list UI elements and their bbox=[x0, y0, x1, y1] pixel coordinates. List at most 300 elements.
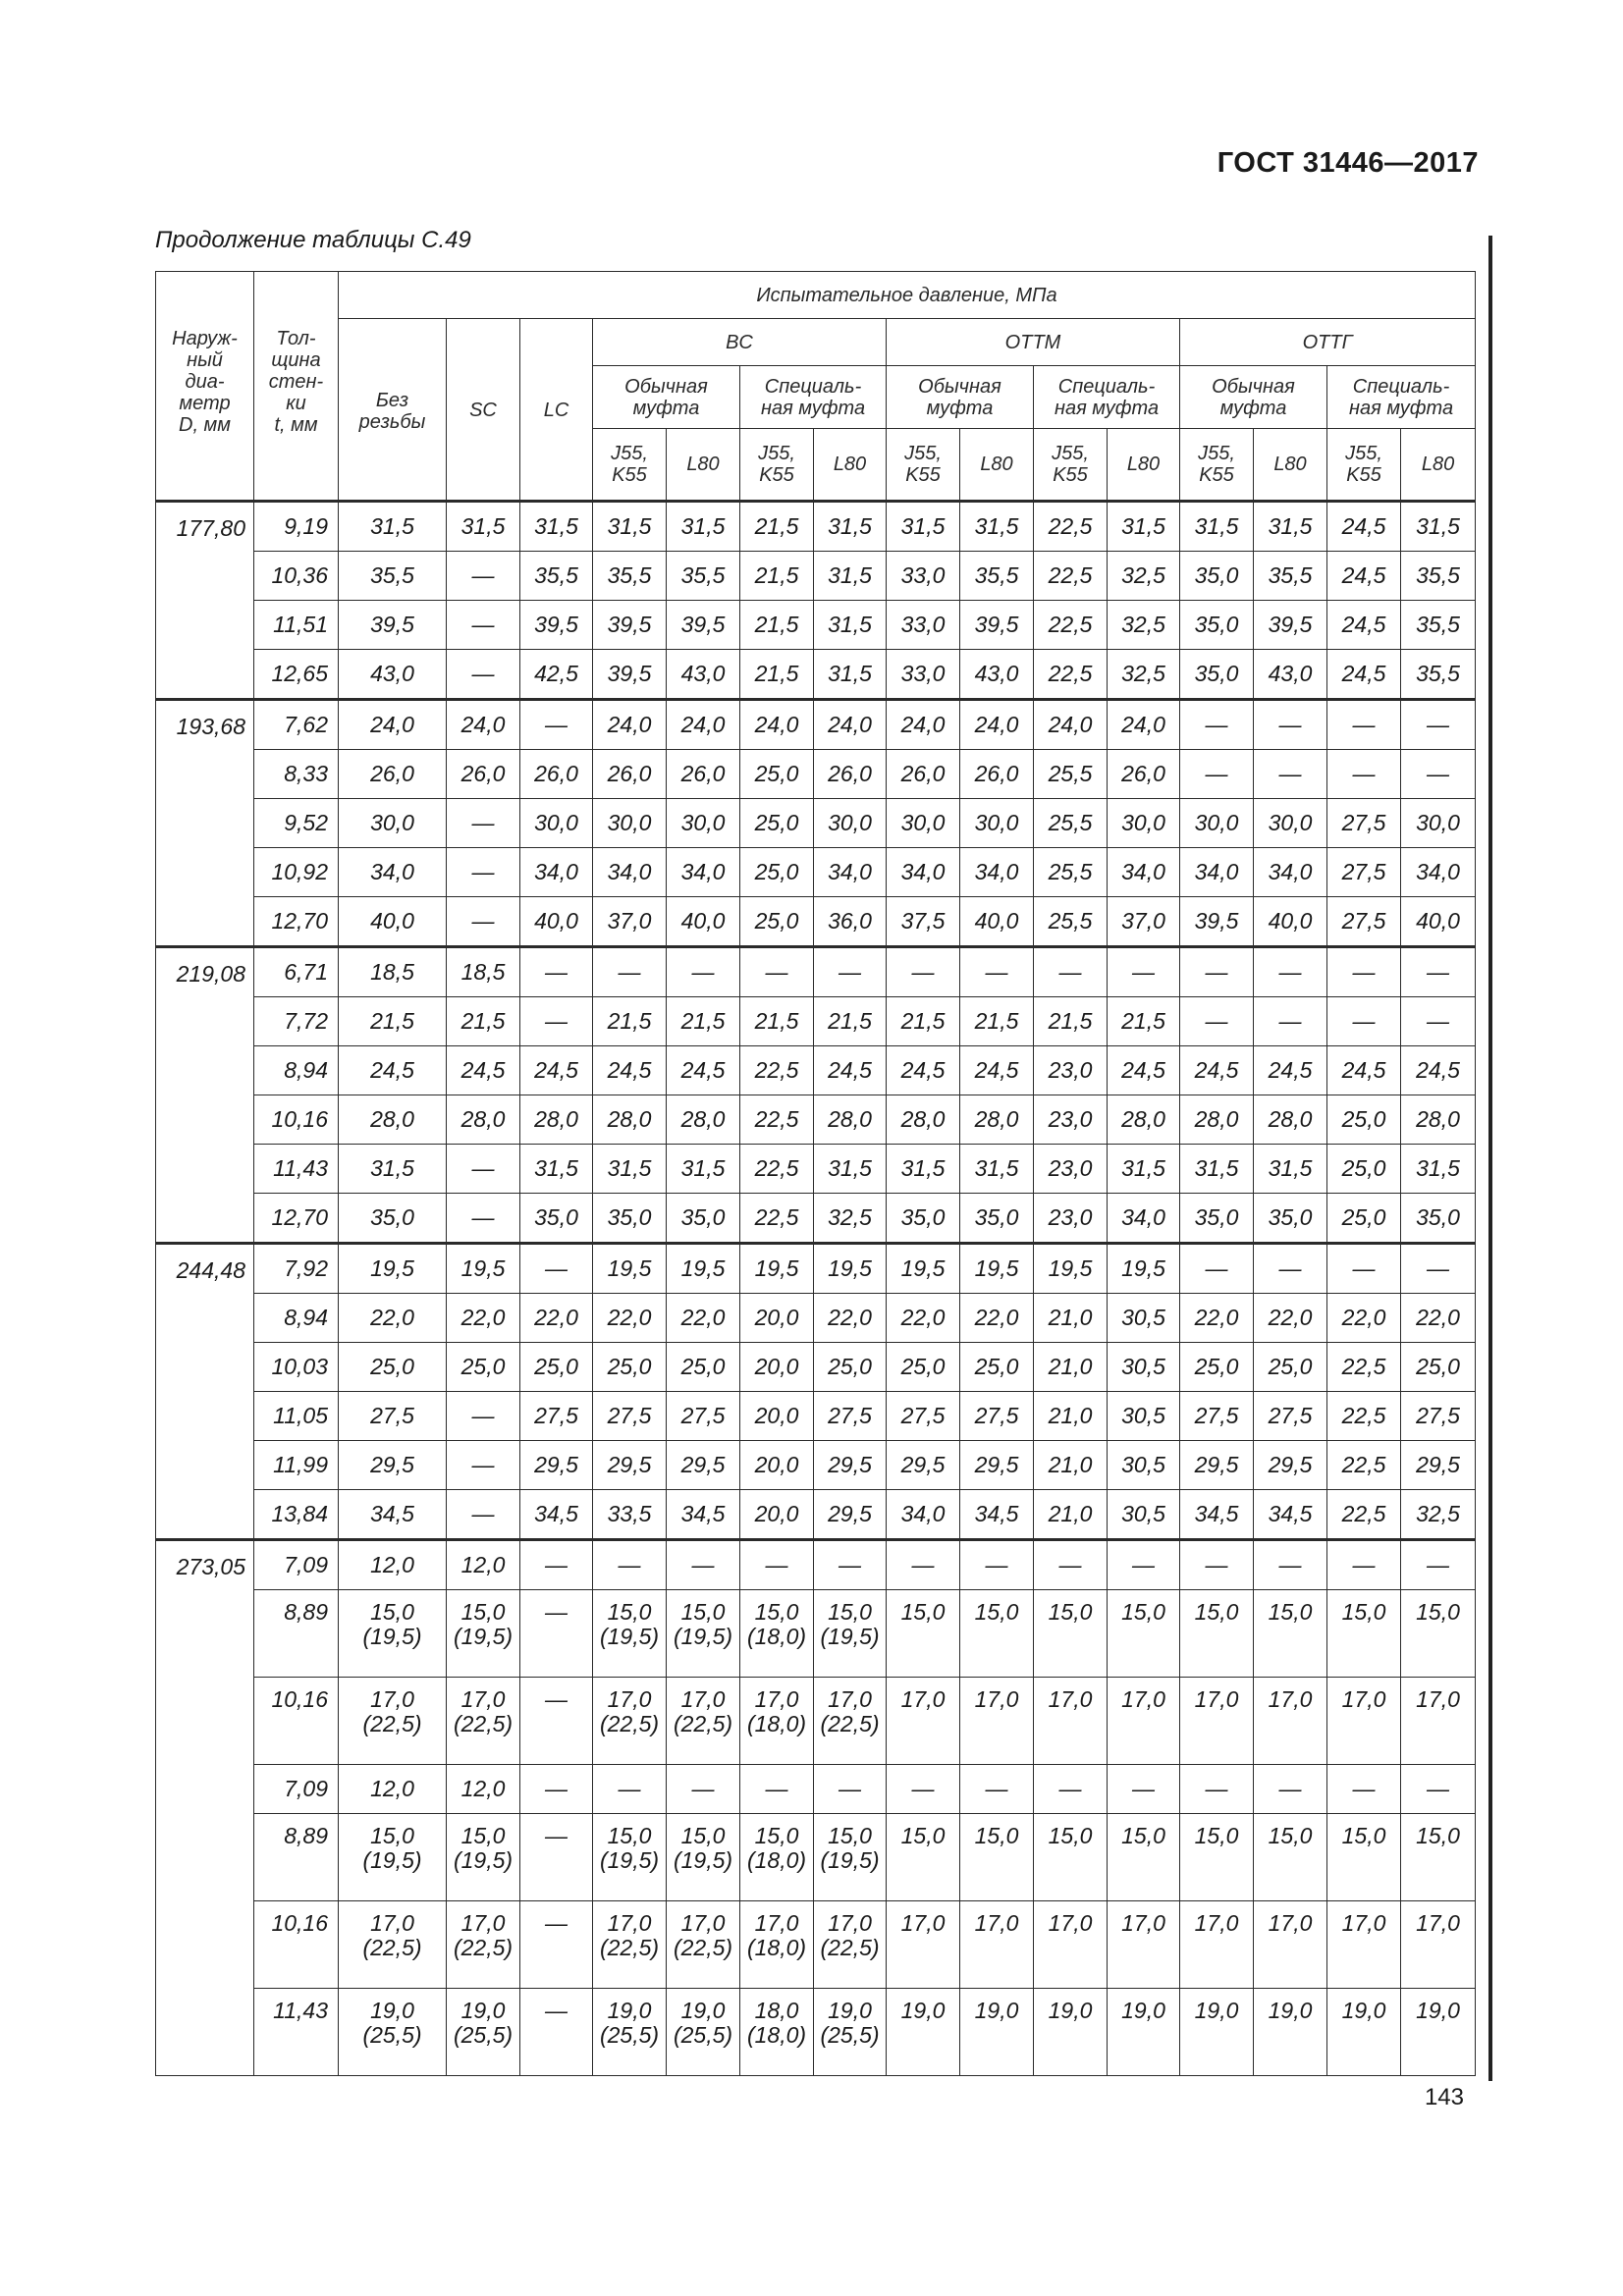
cell-pressure: 24,0 bbox=[740, 700, 814, 750]
cell-pressure: 21,5 bbox=[740, 650, 814, 700]
cell-pressure: 24,0 bbox=[1034, 700, 1108, 750]
cell-pressure: 22,5 bbox=[1327, 1392, 1401, 1441]
cell-pressure: 22,0 bbox=[1401, 1294, 1476, 1343]
header-group-ottg: OTTГ bbox=[1180, 319, 1476, 366]
cell-pressure: 19,0 bbox=[1034, 1989, 1108, 2076]
cell-pressure: — bbox=[447, 848, 520, 897]
cell-thickness: 10,16 bbox=[254, 1095, 339, 1145]
cell-pressure: 19,5 bbox=[960, 1244, 1034, 1294]
cell-pressure: — bbox=[447, 601, 520, 650]
cell-diameter: 244,48 bbox=[156, 1244, 254, 1540]
cell-pressure: 21,5 bbox=[960, 997, 1034, 1046]
cell-pressure: — bbox=[1108, 947, 1180, 997]
cell-pressure: 12,0 bbox=[447, 1540, 520, 1590]
cell-pressure: 23,0 bbox=[1034, 1194, 1108, 1244]
cell-pressure: 23,0 bbox=[1034, 1095, 1108, 1145]
cell-pressure: — bbox=[520, 1901, 593, 1989]
cell-pressure: 25,0 bbox=[339, 1343, 447, 1392]
cell-pressure: 15,0 bbox=[960, 1590, 1034, 1678]
cell-pressure: 30,5 bbox=[1108, 1490, 1180, 1540]
cell-pressure: 15,0 (18,0) bbox=[740, 1590, 814, 1678]
cell-pressure: 27,5 bbox=[1180, 1392, 1254, 1441]
cell-pressure: 25,0 bbox=[1327, 1095, 1401, 1145]
cell-thickness: 12,70 bbox=[254, 897, 339, 947]
header-no-thread: Без резьбы bbox=[339, 319, 447, 502]
cell-pressure: 30,5 bbox=[1108, 1343, 1180, 1392]
cell-pressure: — bbox=[520, 700, 593, 750]
cell-pressure: 32,5 bbox=[1108, 650, 1180, 700]
cell-pressure: 24,5 bbox=[960, 1046, 1034, 1095]
cell-pressure: 25,5 bbox=[1034, 799, 1108, 848]
cell-pressure: 27,5 bbox=[667, 1392, 740, 1441]
cell-thickness: 10,16 bbox=[254, 1901, 339, 1989]
cell-pressure: — bbox=[1327, 1540, 1401, 1590]
cell-pressure: 34,0 bbox=[667, 848, 740, 897]
cell-pressure: 25,0 bbox=[667, 1343, 740, 1392]
cell-thickness: 10,92 bbox=[254, 848, 339, 897]
cell-pressure: 15,0 bbox=[1327, 1590, 1401, 1678]
cell-pressure: 17,0 bbox=[1254, 1678, 1327, 1765]
cell-pressure: — bbox=[740, 1765, 814, 1814]
cell-pressure: 20,0 bbox=[740, 1294, 814, 1343]
cell-pressure: 17,0 (22,5) bbox=[593, 1901, 667, 1989]
cell-thickness: 12,65 bbox=[254, 650, 339, 700]
cell-pressure: — bbox=[520, 1989, 593, 2076]
cell-diameter: 273,05 bbox=[156, 1540, 254, 2076]
cell-pressure: 21,0 bbox=[1034, 1392, 1108, 1441]
table-row bbox=[156, 848, 1476, 897]
cell-thickness: 7,92 bbox=[254, 1244, 339, 1294]
cell-pressure: 34,0 bbox=[339, 848, 447, 897]
cell-pressure: 19,0 (25,5) bbox=[593, 1989, 667, 2076]
cell-pressure: 43,0 bbox=[1254, 650, 1327, 700]
cell-pressure: 24,0 bbox=[960, 700, 1034, 750]
cell-pressure: 15,0 (19,5) bbox=[447, 1814, 520, 1901]
cell-thickness: 9,19 bbox=[254, 502, 339, 552]
cell-pressure: 17,0 bbox=[1034, 1678, 1108, 1765]
cell-pressure: 29,5 bbox=[520, 1441, 593, 1490]
cell-pressure: 26,0 bbox=[339, 750, 447, 799]
table-row bbox=[156, 1392, 1476, 1441]
cell-pressure: — bbox=[593, 1765, 667, 1814]
table-row bbox=[156, 601, 1476, 650]
cell-pressure: — bbox=[960, 1765, 1034, 1814]
cell-pressure: 35,0 bbox=[593, 1194, 667, 1244]
header-ottg-regular-grade-l80: L80 bbox=[1254, 429, 1327, 502]
cell-pressure: — bbox=[1254, 947, 1327, 997]
cell-pressure: 24,0 bbox=[447, 700, 520, 750]
cell-pressure: 15,0 bbox=[1108, 1814, 1180, 1901]
header-bc-regular-grade-l80: L80 bbox=[667, 429, 740, 502]
cell-pressure: 35,0 bbox=[1401, 1194, 1476, 1244]
cell-pressure: — bbox=[1401, 1244, 1476, 1294]
cell-pressure: — bbox=[520, 1244, 593, 1294]
cell-pressure: 17,0 bbox=[1108, 1678, 1180, 1765]
cell-pressure: 27,5 bbox=[1327, 897, 1401, 947]
table-row bbox=[156, 700, 1476, 750]
cell-pressure: 35,0 bbox=[887, 1194, 960, 1244]
header-ottm-regular-grade-j55: J55, K55 bbox=[887, 429, 960, 502]
cell-pressure: 33,0 bbox=[887, 650, 960, 700]
cell-pressure: 37,0 bbox=[593, 897, 667, 947]
cell-pressure: 28,0 bbox=[339, 1095, 447, 1145]
cell-pressure: — bbox=[1327, 997, 1401, 1046]
cell-pressure: 31,5 bbox=[520, 502, 593, 552]
cell-pressure: 31,5 bbox=[887, 502, 960, 552]
cell-pressure: 26,0 bbox=[593, 750, 667, 799]
cell-thickness: 11,51 bbox=[254, 601, 339, 650]
cell-pressure: 31,5 bbox=[593, 1145, 667, 1194]
cell-pressure: — bbox=[447, 1490, 520, 1540]
cell-pressure: 15,0 bbox=[1254, 1590, 1327, 1678]
header-ottm-special-grade-j55: J55, K55 bbox=[1034, 429, 1108, 502]
cell-pressure: 34,5 bbox=[1254, 1490, 1327, 1540]
cell-thickness: 8,33 bbox=[254, 750, 339, 799]
cell-thickness: 8,94 bbox=[254, 1294, 339, 1343]
cell-pressure: 17,0 bbox=[1254, 1901, 1327, 1989]
header-bc-regular-grade-j55: J55, K55 bbox=[593, 429, 667, 502]
cell-pressure: 34,0 bbox=[1401, 848, 1476, 897]
cell-pressure: 17,0 (22,5) bbox=[814, 1901, 887, 1989]
cell-pressure: — bbox=[1401, 997, 1476, 1046]
cell-pressure: 15,0 bbox=[1034, 1590, 1108, 1678]
cell-pressure: — bbox=[520, 997, 593, 1046]
cell-pressure: 19,5 bbox=[1108, 1244, 1180, 1294]
table-row bbox=[156, 1046, 1476, 1095]
cell-pressure: 21,5 bbox=[887, 997, 960, 1046]
cell-pressure: 35,0 bbox=[339, 1194, 447, 1244]
cell-pressure: 34,5 bbox=[667, 1490, 740, 1540]
cell-pressure: 31,5 bbox=[593, 502, 667, 552]
cell-pressure: 24,5 bbox=[887, 1046, 960, 1095]
cell-pressure: 15,0 (19,5) bbox=[339, 1590, 447, 1678]
cell-pressure: 17,0 bbox=[1401, 1901, 1476, 1989]
table-row bbox=[156, 1901, 1476, 1989]
cell-pressure: 31,5 bbox=[339, 502, 447, 552]
cell-pressure: 15,0 bbox=[1327, 1814, 1401, 1901]
cell-pressure: 27,5 bbox=[1327, 799, 1401, 848]
cell-diameter: 177,80 bbox=[156, 502, 254, 700]
cell-pressure: 19,0 (25,5) bbox=[339, 1989, 447, 2076]
cell-thickness: 6,71 bbox=[254, 947, 339, 997]
cell-pressure: 19,0 bbox=[960, 1989, 1034, 2076]
cell-thickness: 12,70 bbox=[254, 1194, 339, 1244]
table-row bbox=[156, 650, 1476, 700]
cell-pressure: 15,0 bbox=[1108, 1590, 1180, 1678]
cell-pressure: 15,0 bbox=[1034, 1814, 1108, 1901]
cell-pressure: 35,5 bbox=[960, 552, 1034, 601]
cell-pressure: 19,0 (25,5) bbox=[814, 1989, 887, 2076]
cell-thickness: 7,62 bbox=[254, 700, 339, 750]
cell-pressure: — bbox=[1401, 947, 1476, 997]
header-bc-special-grade-j55: J55, K55 bbox=[740, 429, 814, 502]
cell-pressure: — bbox=[814, 1540, 887, 1590]
cell-pressure: — bbox=[960, 1540, 1034, 1590]
cell-pressure: 20,0 bbox=[740, 1441, 814, 1490]
cell-thickness: 13,84 bbox=[254, 1490, 339, 1540]
cell-pressure: 18,5 bbox=[339, 947, 447, 997]
header-diameter: Наруж- ный диа- метр D, мм bbox=[156, 272, 254, 502]
header-ottm-special: Специаль- ная муфта bbox=[1034, 366, 1180, 429]
cell-pressure: 35,0 bbox=[1254, 1194, 1327, 1244]
cell-pressure: — bbox=[1401, 700, 1476, 750]
cell-pressure: 19,5 bbox=[740, 1244, 814, 1294]
cell-pressure: 21,0 bbox=[1034, 1343, 1108, 1392]
cell-pressure: 17,0 (22,5) bbox=[593, 1678, 667, 1765]
cell-pressure: 17,0 bbox=[1180, 1678, 1254, 1765]
cell-pressure: — bbox=[1180, 750, 1254, 799]
cell-pressure: — bbox=[1401, 1765, 1476, 1814]
cell-pressure: 35,0 bbox=[667, 1194, 740, 1244]
cell-pressure: 17,0 bbox=[1034, 1901, 1108, 1989]
cell-pressure: 21,5 bbox=[1034, 997, 1108, 1046]
cell-pressure: 21,5 bbox=[339, 997, 447, 1046]
cell-pressure: 15,0 (19,5) bbox=[667, 1590, 740, 1678]
cell-pressure: 34,0 bbox=[593, 848, 667, 897]
table-row bbox=[156, 897, 1476, 947]
cell-pressure: 30,5 bbox=[1108, 1392, 1180, 1441]
cell-pressure: 39,5 bbox=[339, 601, 447, 650]
cell-pressure: — bbox=[1254, 997, 1327, 1046]
cell-pressure: 20,0 bbox=[740, 1343, 814, 1392]
cell-pressure: — bbox=[447, 650, 520, 700]
cell-pressure: 15,0 (19,5) bbox=[593, 1814, 667, 1901]
cell-pressure: 25,0 bbox=[740, 897, 814, 947]
cell-pressure: 28,0 bbox=[1254, 1095, 1327, 1145]
cell-pressure: — bbox=[1180, 1540, 1254, 1590]
cell-pressure: 22,5 bbox=[1327, 1490, 1401, 1540]
cell-pressure: — bbox=[1327, 750, 1401, 799]
cell-pressure: 22,5 bbox=[1034, 601, 1108, 650]
cell-pressure: 19,0 (25,5) bbox=[447, 1989, 520, 2076]
cell-pressure: 22,0 bbox=[520, 1294, 593, 1343]
cell-pressure: 31,5 bbox=[447, 502, 520, 552]
cell-pressure: 28,0 bbox=[960, 1095, 1034, 1145]
cell-pressure: 19,0 bbox=[1180, 1989, 1254, 2076]
cell-pressure: 15,0 (19,5) bbox=[339, 1814, 447, 1901]
cell-pressure: 34,0 bbox=[1180, 848, 1254, 897]
cell-pressure: 30,0 bbox=[1401, 799, 1476, 848]
table-row bbox=[156, 1343, 1476, 1392]
cell-pressure: — bbox=[447, 1145, 520, 1194]
cell-pressure: — bbox=[520, 947, 593, 997]
cell-pressure: 22,5 bbox=[1327, 1441, 1401, 1490]
cell-pressure: — bbox=[447, 1441, 520, 1490]
cell-pressure: — bbox=[1254, 700, 1327, 750]
document-standard-number: ГОСТ 31446—2017 bbox=[1217, 147, 1479, 179]
cell-pressure: 28,0 bbox=[1401, 1095, 1476, 1145]
cell-pressure: 17,0 (22,5) bbox=[447, 1678, 520, 1765]
cell-thickness: 7,72 bbox=[254, 997, 339, 1046]
cell-pressure: 25,0 bbox=[1327, 1194, 1401, 1244]
cell-pressure: 31,5 bbox=[1108, 1145, 1180, 1194]
cell-pressure: 30,5 bbox=[1108, 1294, 1180, 1343]
cell-pressure: 31,5 bbox=[814, 552, 887, 601]
cell-pressure: — bbox=[447, 799, 520, 848]
cell-thickness: 11,43 bbox=[254, 1145, 339, 1194]
cell-pressure: 31,5 bbox=[667, 502, 740, 552]
cell-pressure: — bbox=[520, 1765, 593, 1814]
cell-pressure: 21,5 bbox=[740, 552, 814, 601]
cell-pressure: 24,0 bbox=[887, 700, 960, 750]
cell-pressure: 31,5 bbox=[887, 1145, 960, 1194]
cell-pressure: 35,0 bbox=[1180, 601, 1254, 650]
cell-pressure: 39,5 bbox=[593, 650, 667, 700]
cell-pressure: 28,0 bbox=[814, 1095, 887, 1145]
cell-pressure: 25,5 bbox=[1034, 750, 1108, 799]
cell-thickness: 8,89 bbox=[254, 1590, 339, 1678]
cell-pressure: 26,0 bbox=[1108, 750, 1180, 799]
cell-pressure: 25,0 bbox=[1180, 1343, 1254, 1392]
cell-pressure: 22,0 bbox=[593, 1294, 667, 1343]
cell-pressure: 24,5 bbox=[1327, 552, 1401, 601]
cell-pressure: 21,0 bbox=[1034, 1294, 1108, 1343]
header-ottm-regular: Обычная муфта bbox=[887, 366, 1034, 429]
cell-pressure: 18,0 (18,0) bbox=[740, 1989, 814, 2076]
cell-pressure: 34,0 bbox=[1108, 848, 1180, 897]
cell-pressure: 29,5 bbox=[960, 1441, 1034, 1490]
cell-pressure: 24,5 bbox=[1401, 1046, 1476, 1095]
cell-pressure: 34,0 bbox=[520, 848, 593, 897]
cell-pressure: 39,5 bbox=[667, 601, 740, 650]
cell-pressure: 27,5 bbox=[593, 1392, 667, 1441]
cell-pressure: 43,0 bbox=[960, 650, 1034, 700]
cell-diameter: 193,68 bbox=[156, 700, 254, 947]
cell-pressure: 15,0 bbox=[1254, 1814, 1327, 1901]
cell-pressure: — bbox=[447, 1194, 520, 1244]
cell-pressure: — bbox=[667, 947, 740, 997]
cell-pressure: 33,5 bbox=[593, 1490, 667, 1540]
cell-pressure: 40,0 bbox=[1401, 897, 1476, 947]
header-ottg-regular: Обычная муфта bbox=[1180, 366, 1327, 429]
cell-pressure: 35,5 bbox=[1401, 650, 1476, 700]
cell-pressure: 28,0 bbox=[1108, 1095, 1180, 1145]
cell-pressure: — bbox=[740, 947, 814, 997]
cell-pressure: 26,0 bbox=[814, 750, 887, 799]
cell-thickness: 9,52 bbox=[254, 799, 339, 848]
cell-pressure: 29,5 bbox=[1254, 1441, 1327, 1490]
cell-pressure: 17,0 (18,0) bbox=[740, 1901, 814, 1989]
cell-pressure: 31,5 bbox=[814, 650, 887, 700]
cell-pressure: 28,0 bbox=[1180, 1095, 1254, 1145]
cell-pressure: 25,0 bbox=[960, 1343, 1034, 1392]
cell-pressure: 22,5 bbox=[1034, 502, 1108, 552]
cell-pressure: 23,0 bbox=[1034, 1046, 1108, 1095]
cell-pressure: 29,5 bbox=[1401, 1441, 1476, 1490]
cell-pressure: — bbox=[1254, 750, 1327, 799]
cell-pressure: 35,5 bbox=[667, 552, 740, 601]
cell-pressure: 24,5 bbox=[447, 1046, 520, 1095]
cell-pressure: — bbox=[1401, 750, 1476, 799]
cell-pressure: 19,0 bbox=[1401, 1989, 1476, 2076]
header-ottm-special-grade-l80: L80 bbox=[1108, 429, 1180, 502]
cell-pressure: 22,5 bbox=[740, 1145, 814, 1194]
cell-pressure: — bbox=[520, 1814, 593, 1901]
header-ottg-special: Специаль- ная муфта bbox=[1327, 366, 1476, 429]
cell-pressure: 31,5 bbox=[814, 502, 887, 552]
cell-pressure: — bbox=[1254, 1765, 1327, 1814]
cell-pressure: — bbox=[1108, 1540, 1180, 1590]
cell-pressure: 39,5 bbox=[520, 601, 593, 650]
cell-pressure: 22,5 bbox=[740, 1194, 814, 1244]
cell-pressure: 35,5 bbox=[1401, 552, 1476, 601]
cell-pressure: 35,0 bbox=[1180, 552, 1254, 601]
header-sc: SC bbox=[447, 319, 520, 502]
cell-pressure: — bbox=[520, 1540, 593, 1590]
cell-pressure: 15,0 (19,5) bbox=[814, 1590, 887, 1678]
cell-pressure: 19,0 (25,5) bbox=[667, 1989, 740, 2076]
cell-pressure: 22,0 bbox=[667, 1294, 740, 1343]
cell-pressure: 37,5 bbox=[887, 897, 960, 947]
cell-pressure: 24,0 bbox=[667, 700, 740, 750]
cell-pressure: 33,0 bbox=[887, 601, 960, 650]
cell-pressure: 35,5 bbox=[1254, 552, 1327, 601]
cell-pressure: 35,5 bbox=[339, 552, 447, 601]
cell-pressure: 29,5 bbox=[887, 1441, 960, 1490]
header-group-bc: BC bbox=[593, 319, 887, 366]
cell-pressure: 21,5 bbox=[1108, 997, 1180, 1046]
cell-pressure: 35,5 bbox=[593, 552, 667, 601]
cell-pressure: 24,0 bbox=[593, 700, 667, 750]
header-lc: LC bbox=[520, 319, 593, 502]
cell-pressure: 19,5 bbox=[593, 1244, 667, 1294]
cell-pressure: 20,0 bbox=[740, 1490, 814, 1540]
cell-pressure: 19,0 bbox=[1327, 1989, 1401, 2076]
cell-pressure: 22,0 bbox=[447, 1294, 520, 1343]
cell-pressure: 35,0 bbox=[960, 1194, 1034, 1244]
table-caption: Продолжение таблицы С.49 bbox=[155, 227, 471, 253]
cell-pressure: — bbox=[1401, 1540, 1476, 1590]
cell-pressure: 25,0 bbox=[447, 1343, 520, 1392]
cell-pressure: — bbox=[887, 1765, 960, 1814]
cell-pressure: 31,5 bbox=[1254, 502, 1327, 552]
cell-pressure: 34,0 bbox=[887, 848, 960, 897]
pressure-table bbox=[155, 271, 1476, 2076]
cell-pressure: 27,5 bbox=[1401, 1392, 1476, 1441]
cell-pressure: — bbox=[1327, 700, 1401, 750]
cell-pressure: 30,0 bbox=[667, 799, 740, 848]
cell-pressure: 40,0 bbox=[339, 897, 447, 947]
cell-pressure: 21,5 bbox=[740, 502, 814, 552]
cell-pressure: 24,5 bbox=[1254, 1046, 1327, 1095]
cell-pressure: 15,0 bbox=[960, 1814, 1034, 1901]
cell-pressure: 22,0 bbox=[1180, 1294, 1254, 1343]
table-row bbox=[156, 1294, 1476, 1343]
cell-pressure: 25,0 bbox=[814, 1343, 887, 1392]
cell-pressure: 25,0 bbox=[1401, 1343, 1476, 1392]
cell-pressure: — bbox=[667, 1540, 740, 1590]
cell-pressure: 19,0 bbox=[1108, 1989, 1180, 2076]
cell-pressure: 43,0 bbox=[339, 650, 447, 700]
cell-pressure: 17,0 bbox=[960, 1901, 1034, 1989]
cell-pressure: 35,0 bbox=[520, 1194, 593, 1244]
header-ottg-special-grade-l80: L80 bbox=[1401, 429, 1476, 502]
header-bc-special-grade-l80: L80 bbox=[814, 429, 887, 502]
cell-pressure: 24,5 bbox=[1327, 502, 1401, 552]
cell-pressure: 19,5 bbox=[887, 1244, 960, 1294]
cell-pressure: 27,5 bbox=[1254, 1392, 1327, 1441]
cell-pressure: — bbox=[814, 947, 887, 997]
cell-pressure: — bbox=[1108, 1765, 1180, 1814]
cell-pressure: 17,0 (22,5) bbox=[339, 1901, 447, 1989]
cell-pressure: 35,0 bbox=[1180, 1194, 1254, 1244]
cell-pressure: 17,0 (22,5) bbox=[447, 1901, 520, 1989]
cell-pressure: 30,0 bbox=[887, 799, 960, 848]
table-row bbox=[156, 552, 1476, 601]
cell-pressure: 24,5 bbox=[1327, 601, 1401, 650]
cell-thickness: 10,03 bbox=[254, 1343, 339, 1392]
cell-pressure: 17,0 (22,5) bbox=[667, 1901, 740, 1989]
